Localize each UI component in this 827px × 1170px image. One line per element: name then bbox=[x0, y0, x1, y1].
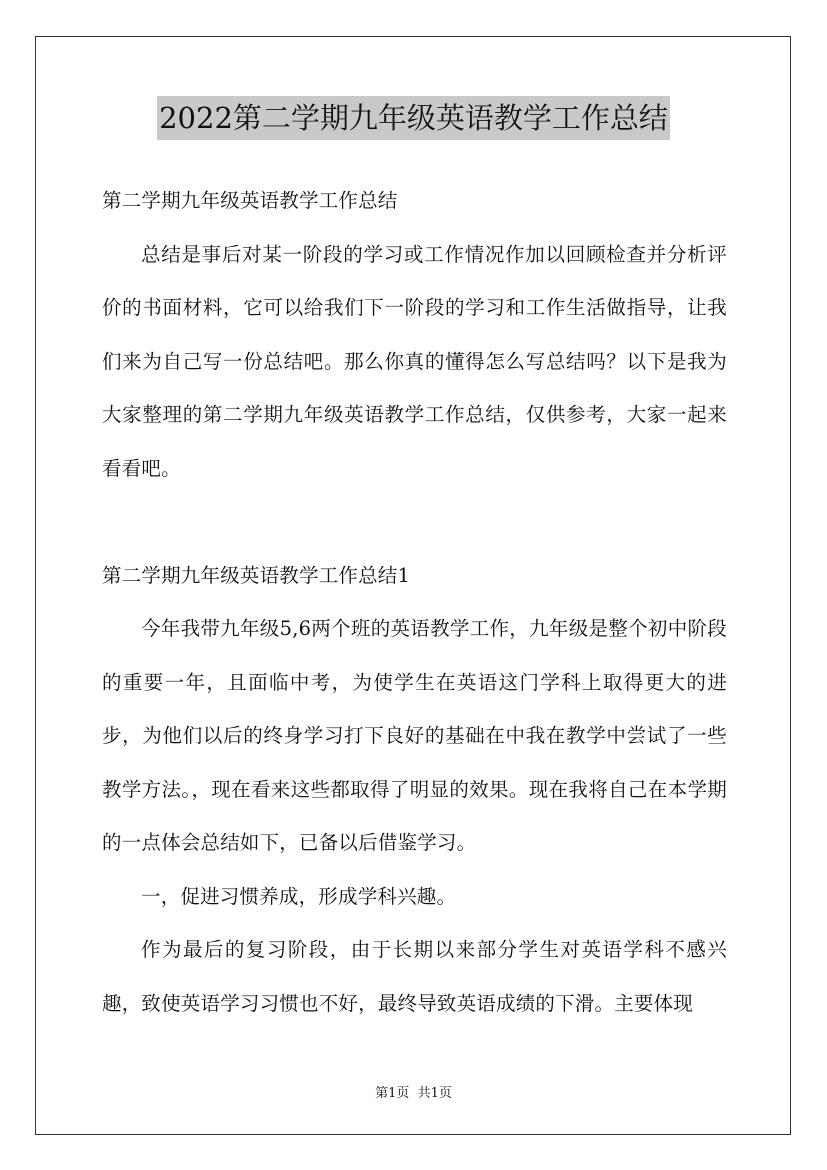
section-heading-1: 第二学期九年级英语教学工作总结1 bbox=[102, 563, 411, 587]
page-footer bbox=[0, 1082, 827, 1101]
document-body bbox=[102, 174, 727, 1030]
section-heading: 第二学期九年级英语教学工作总结 bbox=[102, 189, 398, 212]
title-container bbox=[0, 96, 827, 140]
body-paragraph: 今年我带九年级5,6两个班的英语教学工作，九年级是整个初中阶段的重要一年，且面临中考，为使学生在英语这门学科上取得更大的进步，为他们以后的终身学习打下良好的基础在中我在教学中尝试了一些教学方法。，现在看来这些都取得了明显的效果。现在我将自己在本学期的一点体会总结如下，已备以后借鉴学习。 bbox=[102, 617, 727, 854]
blank-line bbox=[102, 495, 727, 549]
body-paragraph: 作为最后的复习阶段，由于长期以来部分学生对英语学科不感兴趣，致使英语学习习惯也不好，最终导致英语成绩的下滑。主要体现 bbox=[102, 938, 727, 1015]
document-title: 2022第二学期九年级英语教学工作总结 bbox=[157, 96, 670, 140]
page-number: 第1页 共1页 bbox=[375, 1086, 452, 1101]
subheading: 一，促进习惯养成，形成学科兴趣。 bbox=[141, 884, 457, 908]
intro-paragraph: 总结是事后对某一阶段的学习或工作情况作加以回顾检查并分析评价的书面材料，它可以给我们下一阶段的学习和工作生活做指导，让我们来为自己写一份总结吧。那么你真的懂得怎么写总结吗？以下是我为大家整理的第二学期九年级英语教学工作总结，仅供参考，大家一起来看看吧。 bbox=[102, 242, 727, 480]
